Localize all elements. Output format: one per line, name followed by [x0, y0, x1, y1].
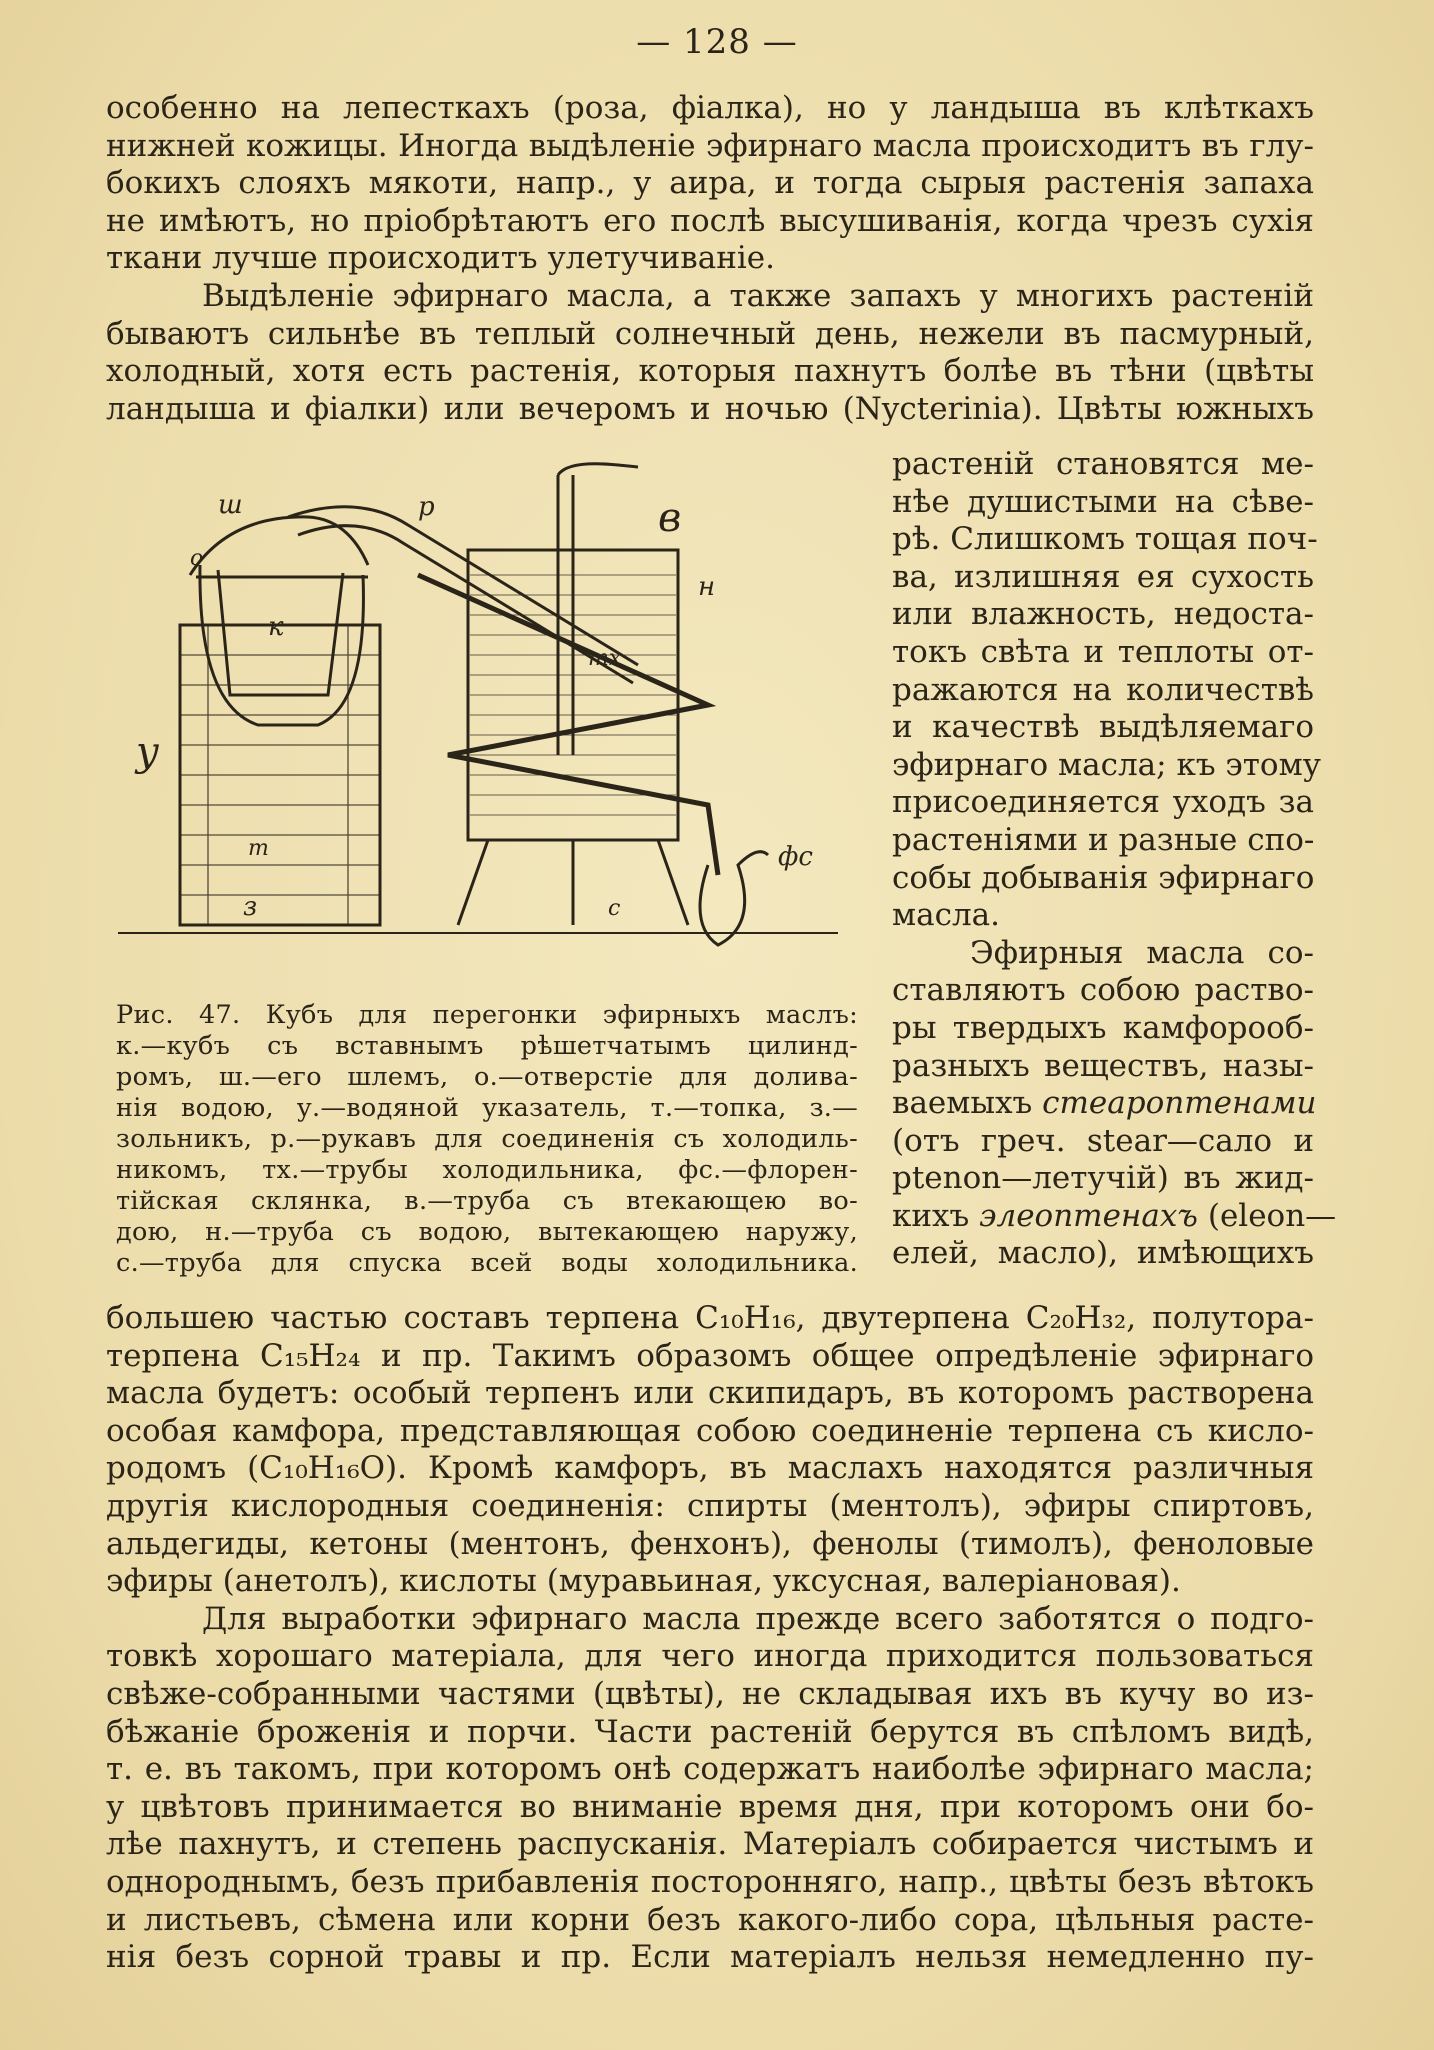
text-line: эфирнаго масла; къ этому: [892, 746, 1321, 783]
water-inlet-pipe: [558, 464, 638, 755]
caption-line: тійская склянка, в.—труба съ втекающею во-: [116, 1186, 858, 1216]
text-line: присоединяется уходъ за: [892, 784, 1314, 821]
text-line: собы добыванія эфирнаго: [892, 859, 1315, 896]
text-line: Для выработки эфирнаго масла прежде всего заботятся о подго-: [202, 1600, 1314, 1637]
caption-line: зольникъ, р.—рукавъ для соединенія съ холодиль-: [116, 1124, 858, 1154]
text-line: бокихъ слояхъ мякоти, напр., у аира, и тогда сырыя растенія запаха: [106, 165, 1314, 202]
text-line: нѣе душистыми на сѣве-: [892, 483, 1314, 520]
text-line: масла будетъ: особый терпенъ или скипидаръ, въ которомъ растворена: [106, 1375, 1314, 1412]
figure-caption: [116, 1000, 858, 1279]
label-k: к: [268, 612, 284, 642]
text-line: и качествѣ выдѣляемаго: [892, 709, 1314, 746]
label-o: о: [190, 546, 204, 571]
text-line: ражаются на количествѣ: [892, 671, 1314, 708]
text-line: ptenon—летучій) въ жид-: [892, 1160, 1314, 1197]
text-line: (отъ греч. stear—сало и: [892, 1122, 1314, 1159]
text-line: Эфирныя масла со-: [970, 934, 1314, 971]
text-line: рѣ. Слишкомъ тощая поч-: [892, 521, 1318, 558]
italic-term: стеароптенами: [1042, 1085, 1317, 1122]
text-line: ва, излишняя ея сухость: [892, 558, 1314, 595]
caption-line: дою, н.—труба съ водою, вытекающею наружу,: [116, 1217, 858, 1247]
top-text-block: [106, 90, 1314, 428]
italic-term: элеоптенахъ: [979, 1197, 1198, 1234]
text-line: у цвѣтовъ принимается во вниманіе время дня, при которомъ они бо-: [106, 1788, 1314, 1825]
figure-distillation-apparatus: [118, 455, 858, 975]
label-v: в: [658, 495, 682, 541]
label-z: з: [243, 892, 258, 922]
caption-line: Рис. 47. Кубъ для перегонки эфирныхъ маслъ:: [116, 1000, 858, 1030]
text-line: Выдѣленіе эфирнаго масла, а также запахъ у многихъ растеній: [202, 277, 1314, 314]
text-line: лѣе пахнутъ, и степень распусканія. Матеріалъ собирается чистымъ и: [106, 1826, 1314, 1863]
label-fs: фс: [778, 842, 813, 872]
stand-legs: [458, 840, 688, 925]
text-line: особая камфора, представляющая собою соединеніе терпена съ кисло-: [106, 1412, 1314, 1449]
text-line: эфиры (анетолъ), кислоты (муравьиная, уксусная, валеріановая).: [106, 1563, 1181, 1600]
label-s: с: [608, 896, 621, 921]
text-line: кихъ элеоптенахъ (eleon—: [892, 1197, 1337, 1234]
text-line: родомъ (C₁₀H₁₆O). Кромѣ камфоръ, въ маслахъ находятся различныя: [106, 1450, 1314, 1487]
label-sh: ш: [218, 490, 243, 520]
text-line: терпена C₁₅H₂₄ и пр. Такимъ образомъ общее опредѣленіе эфирнаго: [106, 1337, 1314, 1374]
text-line: масла.: [892, 897, 1000, 934]
text-line: другія кислородныя соединенія: спирты (ментолъ), эфиры спиртовъ,: [106, 1487, 1314, 1524]
text-line: растеній становятся ме-: [892, 446, 1314, 482]
page-number: — 128 —: [636, 22, 798, 62]
text-line: большею частью составъ терпена C₁₀H₁₆, двутерпена C₂₀H₃₂, полутора-: [106, 1300, 1314, 1336]
text-line: бѣжаніе броженія и порчи. Части растеній берутся въ спѣломъ видѣ,: [106, 1713, 1314, 1750]
text-line: бываютъ сильнѣе въ теплый солнечный день, нежели въ пасмурный,: [106, 315, 1314, 352]
text-line: однороднымъ, безъ прибавленія посторонняго, напр., цвѣты безъ вѣтокъ: [106, 1863, 1314, 1900]
text-line: или влажность, недоста-: [892, 596, 1314, 633]
text-line: ландыша и фіалки) или вечеромъ и ночью (Nyсterinia). Цвѣты южныхъ: [106, 390, 1314, 427]
cooling-tubes: [418, 575, 718, 875]
text-line: ткани лучше происходитъ улетучиваніе.: [106, 240, 775, 277]
caption-line: никомъ, тх.—трубы холодильника, фс.—флорен-: [116, 1155, 858, 1185]
text-line: холодный, хотя есть растенія, которыя пахнутъ болѣе въ тѣни (цвѣты: [106, 353, 1314, 390]
caption-line: с.—труба для спуска всей воды холодильника.: [116, 1248, 858, 1278]
label-tkh: тх: [588, 646, 622, 671]
bottom-text-block: [106, 1300, 1314, 1977]
text-line: ваемыхъ стеароптенами: [892, 1085, 1317, 1122]
text-line: особенно на лепесткахъ (роза, фіалка), но у ландыша въ клѣткахъ: [106, 90, 1314, 126]
text-line: ры твердыхъ камфорооб-: [892, 1009, 1314, 1046]
text-line: токъ свѣта и теплоты от-: [892, 633, 1314, 670]
text-line: разныхъ веществъ, назы-: [892, 1047, 1314, 1084]
text-line: альдегиды, кетоны (ментонъ, фенхонъ), фенолы (тимолъ), феноловые: [106, 1525, 1314, 1562]
florentine-flask: [700, 852, 768, 945]
text-line: т. е. въ такомъ, при которомъ онѣ содержатъ наиболѣе эфирнаго масла;: [106, 1751, 1314, 1788]
label-u: у: [136, 729, 160, 775]
text-line: елей, масло), имѣющихъ: [892, 1235, 1314, 1272]
label-n: н: [698, 572, 716, 602]
text-line: растеніями и разные спо-: [892, 821, 1315, 858]
caption-line: к.—кубъ съ вставнымъ рѣшетчатымъ цилинд-: [116, 1031, 858, 1061]
caption-line: ромъ, ш.—его шлемъ, о.—отверстіе для долива-: [116, 1062, 858, 1092]
text-line: нія безъ сорной травы и пр. Если матеріалъ нельзя немедленно пу-: [106, 1939, 1314, 1976]
text-line: и листьевъ, сѣмена или корни безъ какого-либо сора, цѣльныя расте-: [106, 1901, 1314, 1938]
right-column-text: [892, 446, 1337, 1273]
text-line: не имѣютъ, но пріобрѣтаютъ его послѣ высушиванія, когда чрезъ сухія: [106, 202, 1314, 239]
text-line: нижней кожицы. Иногда выдѣленіе эфирнаго масла происходитъ въ глу-: [106, 127, 1314, 164]
caption-line: нія водою, у.—водяной указатель, т.—топка, з.—: [116, 1093, 858, 1123]
label-t: т: [248, 836, 269, 861]
text-line: свѣже-собранными частями (цвѣты), не складывая ихъ въ кучу во из-: [106, 1675, 1314, 1712]
text-line: товкѣ хорошаго матеріала, для чего иногда приходится пользоваться: [106, 1638, 1314, 1675]
text-line: ставляютъ собою раство-: [892, 972, 1314, 1009]
label-r: р: [418, 492, 435, 522]
